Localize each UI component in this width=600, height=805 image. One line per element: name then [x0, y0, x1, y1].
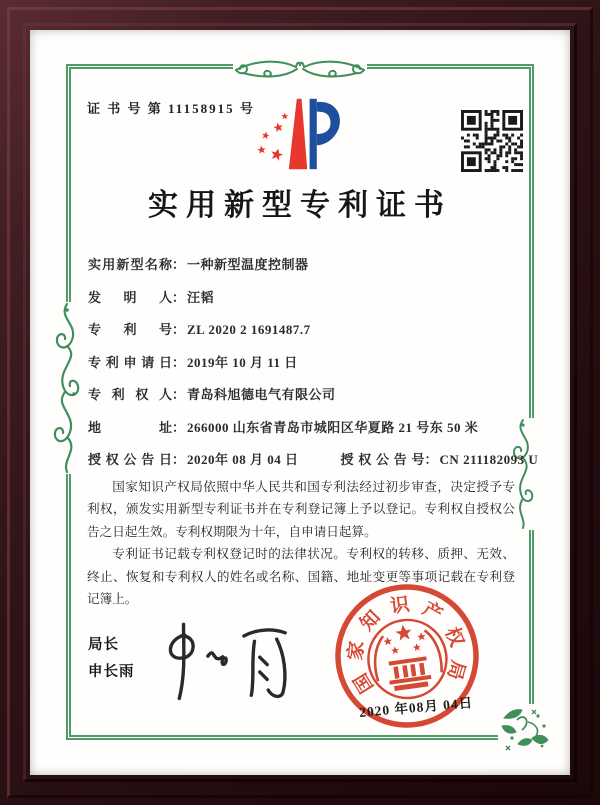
seal-date: 2020 年08月 04日 — [358, 695, 474, 720]
field-label: 发明人 — [88, 289, 172, 305]
field-value: 一种新型温度控制器 — [187, 257, 309, 272]
field-value: 266000 山东省青岛市城阳区华夏路 21 号东 50 米 — [187, 419, 479, 435]
top-flourish-ornament — [233, 56, 367, 86]
left-vine-ornament — [50, 302, 84, 474]
field-label: 地址 — [88, 419, 172, 435]
corner-floral-ornament — [498, 704, 552, 752]
svg-text:权: 权 — [440, 624, 468, 650]
certificate-fields — [88, 254, 539, 482]
director-name: 申长雨 — [88, 663, 135, 680]
legal-paragraph: 国家知识产权局依照中华人民共和国专利法经过初步审查，决定授予专利权，颁发实用新型专利证书并在专利登记簿上予以登记。专利权自授权公告之日起生效。专利权期限为十年，自申请日起算。 — [87, 480, 515, 539]
field-row: 专利申请日： 2019年 10 月 11 日 — [88, 352, 518, 385]
field-row: 专利号： ZL 2020 2 1691487.7 — [88, 319, 518, 352]
certificate-number: 证 书 号 第 11158915 号 — [87, 101, 255, 116]
grant-date-label: 授权公告日 — [88, 452, 172, 467]
cnipa-logo-icon — [252, 94, 348, 174]
field-value: ZL 2020 2 1691487.7 — [187, 322, 311, 337]
field-row: 地址： 266000 山东省青岛市城阳区华夏路 21 号东 50 米 — [88, 417, 518, 450]
director-block — [88, 632, 135, 686]
certificate-title: 实用新型专利证书 — [148, 189, 452, 222]
field-label: 专利号 — [88, 322, 172, 337]
svg-text:国: 国 — [350, 669, 379, 697]
grant-date-value: 2020年 08 月 04 日 — [187, 452, 299, 467]
qr-code — [461, 110, 523, 172]
field-row: 实用新型名称： 一种新型温度控制器 — [88, 254, 518, 287]
svg-text:产: 产 — [418, 598, 446, 627]
grant-no-value: CN 211182093 U — [439, 452, 539, 467]
svg-text:家: 家 — [345, 640, 369, 662]
field-value: 汪韬 — [187, 289, 215, 305]
svg-text:知: 知 — [356, 606, 385, 636]
field-label: 专利权人 — [88, 387, 172, 402]
svg-text:局: 局 — [442, 657, 469, 682]
grant-row: 授权公告日： 2020年 08 月 04 日 授权公告号： CN 211182093 U — [88, 449, 518, 482]
field-row: 发明人： 汪韬 — [88, 287, 518, 320]
field-label: 专利申请日 — [88, 354, 172, 370]
field-value: 2019年 10 月 11 日 — [187, 354, 298, 370]
director-signature-image — [148, 618, 308, 708]
certificate-paper — [30, 30, 570, 775]
svg-text:识: 识 — [389, 594, 411, 618]
grant-no-label: 授权公告号 — [340, 452, 425, 467]
field-label: 实用新型名称 — [88, 257, 172, 272]
field-value: 青岛科旭德电气有限公司 — [187, 387, 336, 402]
director-title: 局长 — [88, 637, 119, 653]
field-row: 专利权人： 青岛科旭德电气有限公司 — [88, 384, 518, 417]
legal-paragraph: 专利证书记载专利权登记时的法律状况。专利权的转移、质押、无效、终止、恢复和专利权人的姓名或名称、国籍、地址变更等事项记载在专利登记簿上。 — [87, 547, 515, 607]
